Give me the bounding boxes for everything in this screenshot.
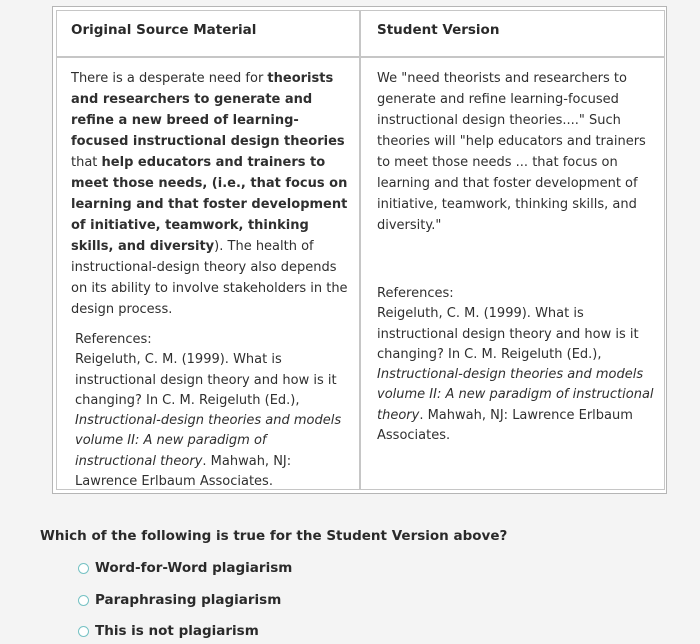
original-source-text — [71, 68, 353, 320]
radio-button[interactable] — [78, 626, 89, 637]
option-label[interactable]: Paraphrasing plagiarism — [95, 592, 282, 608]
references-label: References: — [377, 286, 454, 301]
radio-button[interactable] — [78, 563, 89, 574]
reference-entry — [75, 350, 345, 492]
references-label: References: — [75, 332, 152, 347]
question-prompt: Which of the following is true for the Student Version above? — [40, 528, 508, 544]
original-bold-part-1: theorists and researchers to generate and refine a new breed of learning-focused instructional design theories — [71, 71, 345, 149]
radio-button[interactable] — [78, 595, 89, 606]
option-word-for-word[interactable] — [78, 559, 292, 577]
student-version-cell — [360, 57, 665, 490]
reference-citation: Reigeluth, C. M. (1999). What is instructional design theory and how is it changing? In C. M. Reigeluth (Ed.), — [75, 352, 337, 408]
option-label[interactable]: This is not plagiarism — [95, 623, 259, 639]
reference-book-title: Instructional-design theories and models volume II: A new paradigm of instructional theory — [377, 367, 654, 423]
header-student-version: Student Version — [377, 22, 500, 38]
header-original-source: Original Source Material — [71, 22, 257, 38]
reference-citation: Reigeluth, C. M. (1999). What is instructional design theory and how is it changing? In C. M. Reigeluth (Ed.), — [377, 306, 639, 362]
reference-entry — [377, 304, 659, 446]
option-label[interactable]: Word-for-Word plagiarism — [95, 560, 293, 576]
header-cell-student — [360, 10, 665, 57]
original-text-part-3: ). The health of instructional-design theory also depends on its ability to involve stakeholders in the design process. — [71, 239, 348, 317]
original-references — [75, 330, 345, 492]
reference-publisher: . Mahwah, NJ: Lawrence Erlbaum Associates. — [75, 453, 292, 490]
original-source-cell — [56, 57, 360, 490]
student-references — [377, 284, 659, 446]
header-cell-original — [56, 10, 360, 57]
option-not-plagiarism[interactable] — [78, 622, 259, 640]
student-version-text: We "need theorists and researchers to generate and refine learning-focused instructional design theories...." Such theories will "help educators and trainers to meet those needs ... that focus on learning and that foster development of initiative, teamwork, thinking skills, and diversity." — [377, 71, 646, 233]
comparison-table — [52, 6, 667, 494]
option-paraphrasing[interactable] — [78, 591, 281, 609]
original-text-part-2: that — [71, 155, 102, 170]
original-bold-part-2: help educators and trainers to meet those needs, (i.e., that focus on learning and that foster development of initiative, teamwork, thinking skills, and diversity — [71, 155, 348, 254]
reference-book-title: Instructional-design theories and models volume II: A new paradigm of instructional theory — [75, 413, 342, 469]
reference-publisher: . Mahwah, NJ: Lawrence Erlbaum Associates. — [377, 407, 633, 444]
original-text-part-1: There is a desperate need for — [71, 71, 268, 86]
